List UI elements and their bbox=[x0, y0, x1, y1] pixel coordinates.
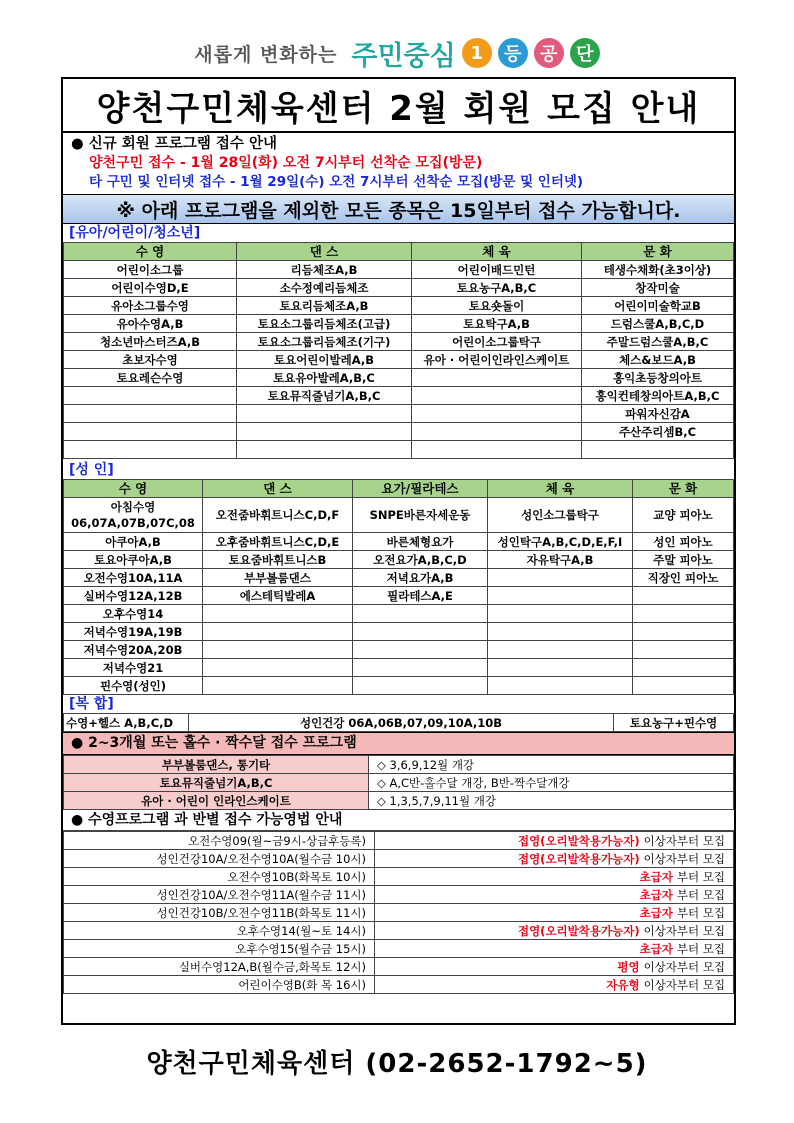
table-cell: 저녁수영20A,20B bbox=[64, 641, 203, 659]
level-label: 평영 bbox=[617, 959, 640, 974]
column-header: 체 육 bbox=[412, 243, 582, 261]
table-cell: 홍익컨테창의아트A,B,C bbox=[582, 387, 734, 405]
badge-3: 공 bbox=[534, 38, 564, 68]
table-row bbox=[64, 569, 734, 587]
table-cell bbox=[633, 623, 734, 641]
table-cell: 테생수채화(초3이상) bbox=[582, 261, 734, 279]
level-suffix: 이상자부터 모집 bbox=[643, 851, 725, 866]
swim-level bbox=[375, 958, 734, 976]
level-suffix: 부터 모집 bbox=[676, 905, 725, 920]
table-cell: 토요리듬체조A,B bbox=[237, 297, 412, 315]
table-cell: 아쿠아A,B bbox=[64, 533, 203, 551]
table-cell bbox=[203, 659, 353, 677]
table-cell: 드럼스쿨A,B,C,D bbox=[582, 315, 734, 333]
badge-1: 1 bbox=[462, 38, 492, 68]
table-cell: 초보자수영 bbox=[64, 351, 237, 369]
program-name: 토요뮤직줄넘기A,B,C bbox=[64, 774, 369, 792]
table-cell bbox=[633, 677, 734, 695]
swim-program: 성인건강10A/오전수영10A(월수금 10시) bbox=[64, 850, 375, 868]
adult-table bbox=[63, 479, 734, 695]
table-cell: 리듬체조A,B bbox=[237, 261, 412, 279]
level-label: 접영(오리발착용가능자) bbox=[517, 851, 640, 866]
notice-banner: ※ 아래 프로그램을 제외한 모든 종목은 15일부터 접수 가능합니다. bbox=[63, 194, 734, 224]
swim-level bbox=[375, 886, 734, 904]
table-cell: 유아 · 어린이인라인스케이트 bbox=[412, 351, 582, 369]
table-row bbox=[64, 387, 734, 405]
program-name: 부부볼룸댄스, 통기타 bbox=[64, 756, 369, 774]
swim-level bbox=[375, 832, 734, 850]
level-label: 접영(오리발착용가능자) bbox=[517, 923, 640, 938]
table-cell bbox=[353, 641, 488, 659]
table-cell bbox=[412, 423, 582, 441]
schedule-note: ◇ 1,3,5,7,9,11월 개강 bbox=[369, 792, 734, 810]
table-cell: 오전요가A,B,C,D bbox=[353, 551, 488, 569]
table-cell: 오전수영10A,11A bbox=[64, 569, 203, 587]
table-cell: 체스&보드A,B bbox=[582, 351, 734, 369]
table-cell bbox=[412, 369, 582, 387]
level-suffix: 부터 모집 bbox=[676, 887, 725, 902]
swim-program: 성인건강10A/오전수영11A(월수금 11시) bbox=[64, 886, 375, 904]
table-cell bbox=[633, 605, 734, 623]
table-cell: 토요줌바휘트니스B bbox=[203, 551, 353, 569]
table-row bbox=[64, 297, 734, 315]
table-cell: 저녁요가A,B bbox=[353, 569, 488, 587]
table-row bbox=[64, 922, 734, 940]
table-cell: 핀수영(성인) bbox=[64, 677, 203, 695]
table-cell: 성인탁구A,B,C,D,E,F,I bbox=[488, 533, 633, 551]
swim-level bbox=[375, 868, 734, 886]
notice-line-other: 타 구민 및 인터넷 접수 - 1월 29일(수) 오전 7시부터 선착순 모집(방문 및 인터넷) bbox=[89, 174, 584, 190]
table-cell: 에스테틱발레A bbox=[203, 587, 353, 605]
combo-table bbox=[63, 713, 734, 732]
notice-line-resident: 양천구민 접수 - 1월 28일(화) 오전 7시부터 선착순 모집(방문) bbox=[89, 155, 483, 171]
table-row bbox=[64, 261, 734, 279]
table-row bbox=[64, 659, 734, 677]
table-cell: 토요소그룹리듬체조(고급) bbox=[237, 315, 412, 333]
table-cell: 바른체형요가 bbox=[353, 533, 488, 551]
table-cell: 부부볼룸댄스 bbox=[203, 569, 353, 587]
table-cell bbox=[353, 605, 488, 623]
table-cell: 토요유아발레A,B,C bbox=[237, 369, 412, 387]
table-cell bbox=[353, 623, 488, 641]
table-row bbox=[64, 441, 734, 459]
swim-program: 오후수영15(월수금 15시) bbox=[64, 940, 375, 958]
table-row bbox=[64, 904, 734, 922]
table-cell: 창작미술 bbox=[582, 279, 734, 297]
combo-item: 수영+헬스 A,B,C,D bbox=[64, 714, 189, 732]
table-row bbox=[64, 850, 734, 868]
table-cell bbox=[488, 587, 633, 605]
table-cell bbox=[203, 677, 353, 695]
level-label: 초급자 bbox=[639, 869, 673, 884]
table-row bbox=[64, 605, 734, 623]
level-suffix: 부터 모집 bbox=[676, 941, 725, 956]
footer-contact: 양천구민체육센터 (02-2652-1792~5) bbox=[146, 1049, 648, 1079]
combo-item: 토요농구+핀수영 bbox=[614, 714, 734, 732]
table-cell: 아침수영 06,07A,07B,07C,08 bbox=[64, 498, 203, 533]
registration-notice bbox=[63, 133, 734, 194]
badge-2: 등 bbox=[498, 38, 528, 68]
table-row bbox=[64, 351, 734, 369]
column-header: 문 화 bbox=[582, 243, 734, 261]
table-cell: 저녁수영21 bbox=[64, 659, 203, 677]
table-row bbox=[64, 587, 734, 605]
table-cell bbox=[64, 405, 237, 423]
slogan bbox=[0, 30, 794, 76]
youth-section-label: [유아/어린이/청소년] bbox=[69, 225, 201, 241]
table-cell bbox=[412, 441, 582, 459]
table-cell: SNPE바른자세운동 bbox=[353, 498, 488, 533]
table-cell: 오전줌바휘트니스C,D,F bbox=[203, 498, 353, 533]
swim-level bbox=[375, 904, 734, 922]
table-row bbox=[64, 405, 734, 423]
table-cell bbox=[64, 423, 237, 441]
table-cell: 홍익초등창의아트 bbox=[582, 369, 734, 387]
level-suffix: 이상자부터 모집 bbox=[643, 959, 725, 974]
table-row bbox=[64, 423, 734, 441]
youth-table bbox=[63, 242, 734, 459]
level-suffix: 이상자부터 모집 bbox=[643, 923, 725, 938]
table-row bbox=[64, 533, 734, 551]
notice-frame bbox=[61, 77, 736, 1025]
swim-program: 실버수영12A,B(월수금,화목토 12시) bbox=[64, 958, 375, 976]
table-cell bbox=[412, 405, 582, 423]
table-row bbox=[64, 774, 734, 792]
table-cell: 자유탁구A,B bbox=[488, 551, 633, 569]
table-cell: 어린이수영D,E bbox=[64, 279, 237, 297]
table-cell: 토요탁구A,B bbox=[412, 315, 582, 333]
table-cell bbox=[488, 677, 633, 695]
table-cell bbox=[353, 659, 488, 677]
table-cell bbox=[203, 641, 353, 659]
column-header: 수 영 bbox=[64, 243, 237, 261]
table-row bbox=[64, 976, 734, 994]
adult-section-label: [성 인] bbox=[69, 462, 114, 478]
table-cell bbox=[237, 441, 412, 459]
table-row bbox=[64, 958, 734, 976]
table-cell: 주말드럼스쿨A,B,C bbox=[582, 333, 734, 351]
swim-heading: ● 수영프로그램 과 반별 접수 가능영법 안내 bbox=[63, 810, 734, 831]
table-cell: 어린이소그룹탁구 bbox=[412, 333, 582, 351]
swim-program: 오전수영09(월~금9시-상급후등록) bbox=[64, 832, 375, 850]
table-cell bbox=[488, 659, 633, 677]
notice-heading: ● 신규 회원 프로그램 접수 안내 bbox=[71, 136, 277, 152]
table-cell bbox=[237, 405, 412, 423]
combo-item: 성인건강 06A,06B,07,09,10A,10B bbox=[189, 714, 614, 732]
table-cell bbox=[488, 569, 633, 587]
table-row bbox=[64, 886, 734, 904]
badge-4: 단 bbox=[570, 38, 600, 68]
table-row bbox=[64, 868, 734, 886]
schedule-note: ◇ 3,6,9,12월 개강 bbox=[369, 756, 734, 774]
slogan-prefix: 새롭게 변화하는 bbox=[194, 43, 338, 66]
table-cell bbox=[203, 605, 353, 623]
table-cell bbox=[582, 441, 734, 459]
table-cell: 토요숏돌이 bbox=[412, 297, 582, 315]
level-label: 접영(오리발착용가능자) bbox=[517, 833, 640, 848]
period-table bbox=[63, 755, 734, 810]
table-cell: 토요농구A,B,C bbox=[412, 279, 582, 297]
swim-program: 어린이수영B(화 목 16시) bbox=[64, 976, 375, 994]
table-cell bbox=[64, 441, 237, 459]
combo-section-label: [복 합] bbox=[69, 696, 114, 712]
table-cell: 어린이배드민턴 bbox=[412, 261, 582, 279]
level-suffix: 이상자부터 모집 bbox=[643, 977, 725, 992]
column-header: 요가/필라테스 bbox=[353, 480, 488, 498]
table-cell: 토요어린이발레A,B bbox=[237, 351, 412, 369]
table-cell bbox=[633, 641, 734, 659]
table-cell: 오후수영14 bbox=[64, 605, 203, 623]
column-header: 댄 스 bbox=[237, 243, 412, 261]
table-row bbox=[64, 498, 734, 533]
table-cell: 토요아쿠아A,B bbox=[64, 551, 203, 569]
table-row bbox=[64, 940, 734, 958]
table-cell bbox=[203, 623, 353, 641]
table-row bbox=[64, 369, 734, 387]
table-cell bbox=[488, 641, 633, 659]
column-header: 체 육 bbox=[488, 480, 633, 498]
table-cell: 오후줌바휘트니스C,D,E bbox=[203, 533, 353, 551]
level-label: 자유형 bbox=[606, 977, 640, 992]
table-row bbox=[64, 551, 734, 569]
schedule-note: ◇ A,C반-홀수달 개강, B반-짝수달개강 bbox=[369, 774, 734, 792]
table-cell: 직장인 피아노 bbox=[633, 569, 734, 587]
table-cell: 성인소그룹탁구 bbox=[488, 498, 633, 533]
swim-program: 오전수영10B(화목토 10시) bbox=[64, 868, 375, 886]
period-heading: ● 2~3개월 또는 홀수 · 짝수달 접수 프로그램 bbox=[63, 732, 734, 755]
table-row bbox=[64, 333, 734, 351]
level-label: 초급자 bbox=[639, 905, 673, 920]
table-cell: 토요레슨수영 bbox=[64, 369, 237, 387]
table-cell: 저녁수영19A,19B bbox=[64, 623, 203, 641]
program-name: 유아 · 어린이 인라인스케이트 bbox=[64, 792, 369, 810]
table-cell: 주말 피아노 bbox=[633, 551, 734, 569]
swim-level bbox=[375, 976, 734, 994]
table-row bbox=[64, 279, 734, 297]
slogan-main: 주민중심 bbox=[351, 40, 456, 72]
column-header: 댄 스 bbox=[203, 480, 353, 498]
table-cell bbox=[412, 387, 582, 405]
table-row bbox=[64, 756, 734, 774]
table-row bbox=[64, 315, 734, 333]
table-row bbox=[64, 792, 734, 810]
level-label: 초급자 bbox=[639, 941, 673, 956]
swim-level bbox=[375, 940, 734, 958]
swim-level bbox=[375, 922, 734, 940]
table-row bbox=[64, 623, 734, 641]
table-cell: 주산주리셈B,C bbox=[582, 423, 734, 441]
table-cell bbox=[488, 605, 633, 623]
level-label: 초급자 bbox=[639, 887, 673, 902]
table-cell bbox=[237, 423, 412, 441]
table-cell bbox=[633, 587, 734, 605]
table-cell: 토요소그룹리듬체조(기구) bbox=[237, 333, 412, 351]
table-cell bbox=[488, 623, 633, 641]
column-header: 문 화 bbox=[633, 480, 734, 498]
table-cell: 유아수영A,B bbox=[64, 315, 237, 333]
table-row bbox=[64, 677, 734, 695]
table-cell bbox=[353, 677, 488, 695]
table-cell: 어린이소그룹 bbox=[64, 261, 237, 279]
swim-table bbox=[63, 831, 734, 994]
table-cell: 실버수영12A,12B bbox=[64, 587, 203, 605]
table-row bbox=[64, 641, 734, 659]
table-cell: 유아소그룹수영 bbox=[64, 297, 237, 315]
level-suffix: 부터 모집 bbox=[676, 869, 725, 884]
table-row bbox=[64, 832, 734, 850]
page-title: 양천구민체육센터 2월 회원 모집 안내 bbox=[63, 79, 734, 133]
column-header: 수 영 bbox=[64, 480, 203, 498]
swim-program: 오후수영14(월~토 14시) bbox=[64, 922, 375, 940]
table-cell: 성인 피아노 bbox=[633, 533, 734, 551]
table-cell: 교양 피아노 bbox=[633, 498, 734, 533]
swim-program: 성인건강10B/오전수영11B(화목토 11시) bbox=[64, 904, 375, 922]
table-cell bbox=[633, 659, 734, 677]
table-cell: 어린이미술학교B bbox=[582, 297, 734, 315]
table-cell: 청소년마스터즈A,B bbox=[64, 333, 237, 351]
level-suffix: 이상자부터 모집 bbox=[643, 833, 725, 848]
table-cell: 파워자신감A bbox=[582, 405, 734, 423]
swim-level bbox=[375, 850, 734, 868]
table-cell: 토요뮤직줄넘기A,B,C bbox=[237, 387, 412, 405]
table-cell bbox=[64, 387, 237, 405]
table-cell: 필라테스A,E bbox=[353, 587, 488, 605]
table-cell: 소수정예리듬체조 bbox=[237, 279, 412, 297]
